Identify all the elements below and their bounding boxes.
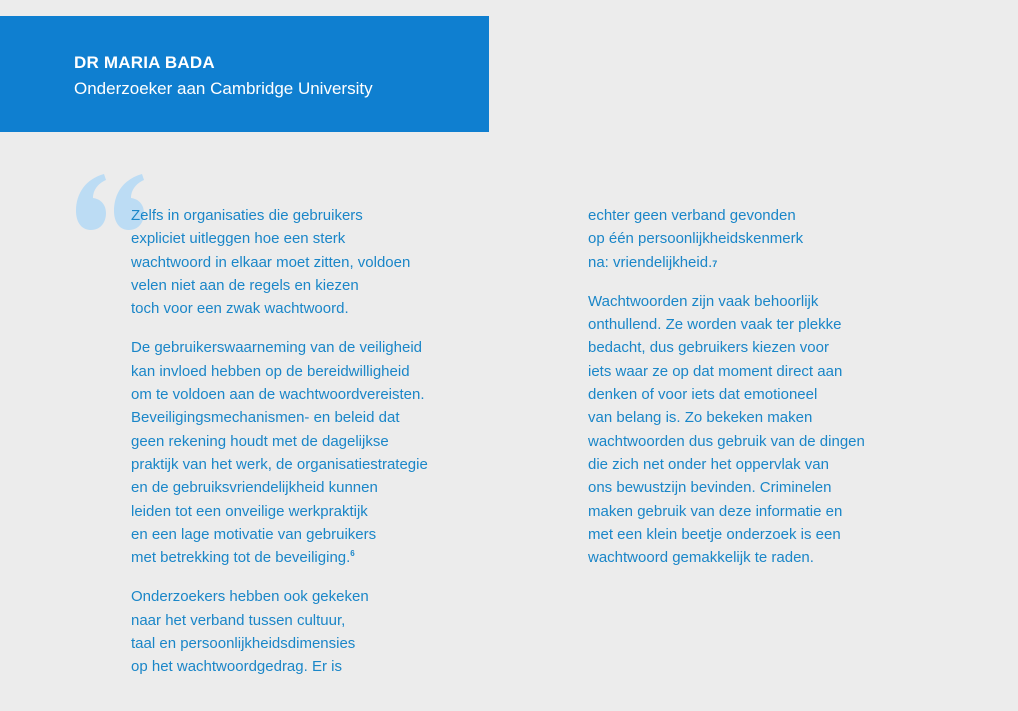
text-line: naar het verband tussen cultuur, bbox=[131, 611, 346, 629]
text-line-with-footnote bbox=[131, 546, 476, 569]
text-line: en de gebruiksvriendelijkheid kunnen bbox=[131, 479, 378, 497]
author-name: DR MARIA BADA bbox=[74, 53, 215, 72]
text-line: wachtwoord in elkaar moet zitten, voldoen bbox=[131, 253, 411, 271]
text-line: Zelfs in organisaties die gebruikers bbox=[131, 207, 363, 224]
text-line: maken gebruik van deze informatie en bbox=[588, 502, 843, 520]
paragraph-1 bbox=[131, 204, 476, 320]
text-line: van belang is. Zo bekeken maken bbox=[588, 409, 813, 427]
text-line: na: vriendelijkheid. bbox=[588, 253, 713, 271]
right-column bbox=[588, 204, 918, 585]
text-line: wachtwoorden dus gebruik van de dingen bbox=[588, 432, 865, 450]
text-line: De gebruikerswaarneming van de veiligheid bbox=[131, 339, 422, 357]
text-line: echter geen verband gevonden bbox=[588, 207, 796, 224]
text-line: praktijk van het werk, de organisatiestrategie bbox=[131, 455, 428, 473]
text-line: Onderzoekers hebben ook gekeken bbox=[131, 588, 369, 606]
text-line: onthullend. Ze worden vaak ter plekke bbox=[588, 316, 842, 334]
text-line: en een lage motivatie van gebruikers bbox=[131, 525, 377, 543]
text-line: velen niet aan de regels en kiezen bbox=[131, 276, 359, 294]
text-line: op het wachtwoordgedrag. Er is bbox=[131, 658, 342, 676]
text-line: met betrekking tot de beveiliging. bbox=[131, 549, 351, 567]
text-line: ons bewustzijn bevinden. Criminelen bbox=[588, 479, 832, 497]
text-line: toch voor een zwak wachtwoord. bbox=[131, 300, 349, 318]
left-column bbox=[131, 204, 476, 695]
text-line: leiden tot een onveilige werkpraktijk bbox=[131, 502, 368, 520]
text-line: op één persoonlijkheidskenmerk bbox=[588, 230, 804, 248]
footnote-marker: 6 bbox=[350, 549, 355, 559]
paragraph-3 bbox=[131, 585, 476, 678]
text-line: iets waar ze op dat moment direct aan bbox=[588, 362, 843, 380]
text-line: denken of voor iets dat emotioneel bbox=[588, 386, 818, 404]
paragraph-5 bbox=[588, 290, 918, 570]
text-line: om te voldoen aan de wachtwoordvereisten. bbox=[131, 386, 425, 404]
text-line: wachtwoord gemakkelijk te raden. bbox=[588, 549, 814, 567]
text-line: die zich net onder het oppervlak van bbox=[588, 455, 829, 473]
text-line: bedacht, dus gebruikers kiezen voor bbox=[588, 339, 829, 357]
paragraph-4 bbox=[588, 204, 918, 274]
author-header bbox=[0, 16, 489, 132]
text-line-with-footnote bbox=[588, 251, 918, 274]
text-line: expliciet uitleggen hoe een sterk bbox=[131, 230, 346, 248]
text-line: kan invloed hebben op de bereidwilligheid bbox=[131, 362, 410, 380]
author-role: Onderzoeker aan Cambridge University bbox=[74, 79, 373, 98]
footnote-marker: 7 bbox=[712, 258, 718, 269]
paragraph-2 bbox=[131, 336, 476, 569]
text-line: met een klein beetje onderzoek is een bbox=[588, 525, 841, 543]
text-line: taal en persoonlijkheidsdimensies bbox=[131, 635, 356, 653]
text-line: Beveiligingsmechanismen- en beleid dat bbox=[131, 409, 400, 427]
text-line: Wachtwoorden zijn vaak behoorlijk bbox=[588, 292, 819, 310]
text-line: geen rekening houdt met de dagelijkse bbox=[131, 432, 389, 450]
